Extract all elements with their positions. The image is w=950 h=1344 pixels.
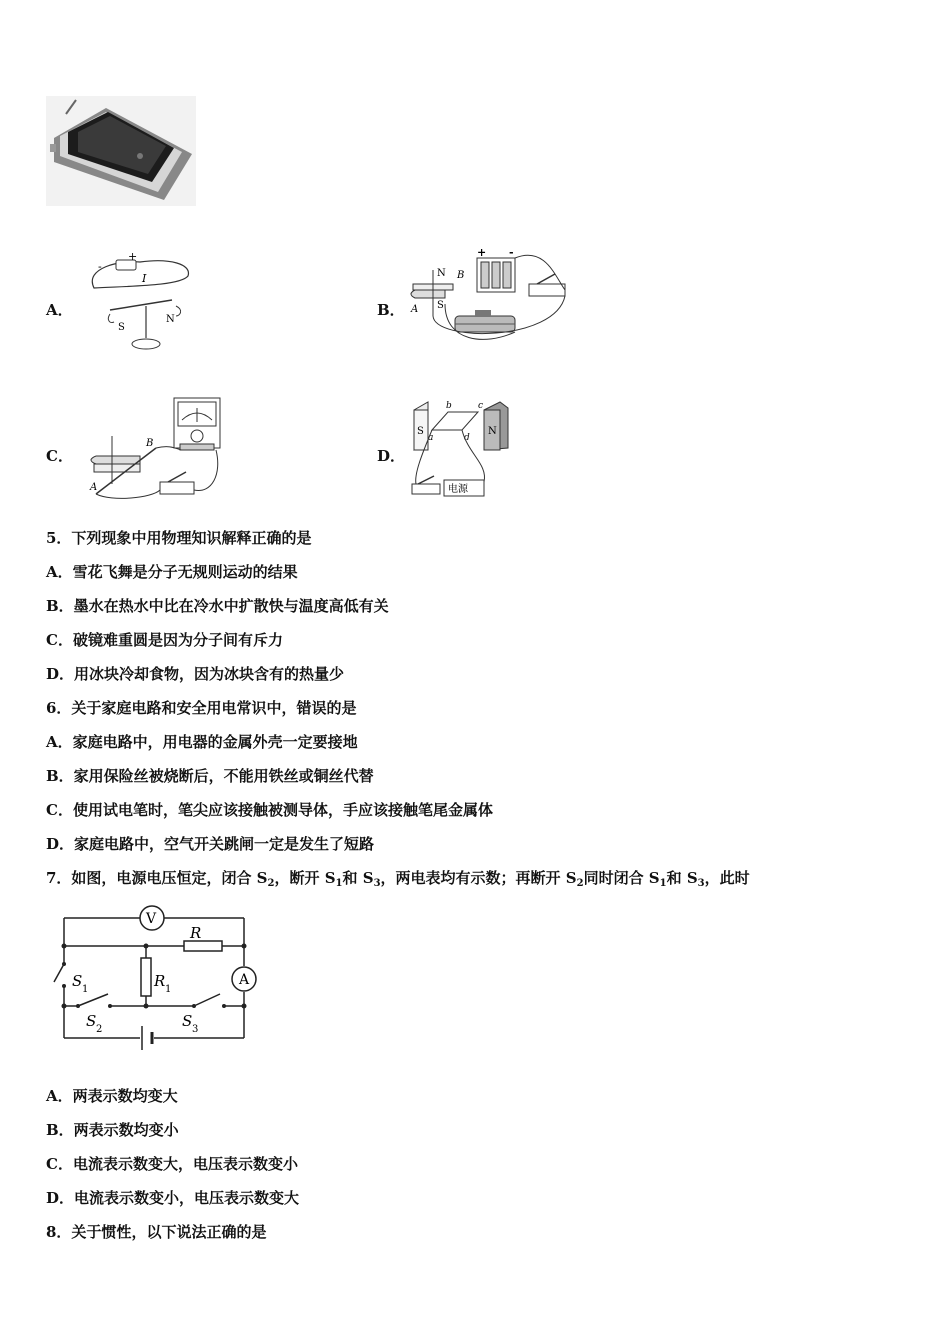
circuit-r-label: R (190, 924, 202, 942)
fig-c-b: B (146, 438, 154, 449)
q6-option-d: D．家庭电路中，空气开关跳闸一定是发生了短路 (46, 835, 375, 853)
q6-option-a: A．家庭电路中，用电器的金属外壳一定要接地 (46, 733, 358, 751)
fig-d-s: S (417, 426, 424, 437)
figure-a-oersted (80, 250, 195, 355)
q7-stem: 7．如图，电源电压恒定，闭合 $S_2$，断开 $S_1$和 $S_3$，两电表均有示数；再断开 $S_2$同时闭合 $S_1$和 $S_3$，此时 (46, 869, 750, 889)
fig-b-a: A (411, 304, 419, 315)
fig-b-minus: - (509, 246, 514, 259)
fig-a-n: N (166, 314, 175, 325)
circuit-ammeter-label: A (239, 972, 250, 988)
fig-a-minus: - (98, 260, 102, 273)
fig-b-b: B (457, 270, 465, 281)
circuit-s3-sub: 3 (192, 1024, 199, 1035)
q5-stem: 5．下列现象中用物理知识解释正确的是 (46, 529, 312, 547)
option-d-label: D． (377, 447, 406, 465)
q5-option-d: D．用冰块冷却食物，因为冰块含有的热量少 (46, 665, 345, 683)
q6-stem: 6．关于家庭电路和安全用电常识中，错误的是 (46, 699, 357, 717)
circuit-s1-sub: 1 (82, 984, 89, 995)
q7-option-c: C．电流表示数变大，电压表示数变小 (46, 1155, 298, 1173)
fig-b-plus: + (477, 246, 487, 259)
q7-circuit-diagram (44, 902, 274, 1052)
q6-option-c: C．使用试电笔时，笔尖应该接触被测导体，手应该接触笔尾金属体 (46, 801, 493, 819)
circuit-voltmeter-label: V (146, 911, 157, 927)
fig-d-b: b (446, 401, 452, 411)
q5-option-a: A．雪花飞舞是分子无规则运动的结果 (46, 563, 298, 581)
fig-d-a: a (428, 433, 434, 443)
phone-on-charger-image (46, 96, 196, 206)
fig-d-c: c (478, 401, 484, 411)
q8-stem: 8．关于惯性，以下说法正确的是 (46, 1223, 267, 1241)
circuit-s2-sub: 2 (96, 1024, 103, 1035)
circuit-s1-label: S (72, 972, 83, 990)
figure-b-electromagnet (405, 246, 575, 352)
fig-a-current: I (142, 272, 147, 285)
circuit-r1-label: R (154, 972, 166, 990)
circuit-s2-label: S (86, 1012, 97, 1030)
circuit-s3-label: S (182, 1012, 193, 1030)
q7-option-b: B．两表示数均变小 (46, 1121, 179, 1139)
fig-b-s: S (437, 300, 444, 311)
q5-option-c: C．破镜难重圆是因为分子间有斥力 (46, 631, 283, 649)
figure-c-generator (82, 394, 227, 502)
fig-c-a: A (90, 482, 98, 493)
q7-option-d: D．电流表示数变小，电压表示数变大 (46, 1189, 300, 1207)
fig-b-n: N (437, 268, 446, 279)
option-c-label: C． (46, 447, 73, 465)
figure-d-motor (408, 394, 513, 502)
fig-a-plus: + (128, 250, 138, 263)
q5-option-b: B．墨水在热水中比在冷水中扩散快与温度高低有关 (46, 597, 389, 615)
circuit-r1-sub: 1 (165, 984, 172, 995)
q7-option-a: A．两表示数均变大 (46, 1087, 178, 1105)
fig-a-s: S (118, 322, 125, 333)
fig-d-d: d (464, 433, 470, 443)
option-b-label: B． (377, 301, 405, 319)
option-a-label: A． (46, 301, 73, 319)
q6-option-b: B．家用保险丝被烧断后，不能用铁丝或铜丝代替 (46, 767, 374, 785)
fig-d-power: 电源 (448, 484, 468, 495)
fig-d-n: N (488, 426, 497, 437)
